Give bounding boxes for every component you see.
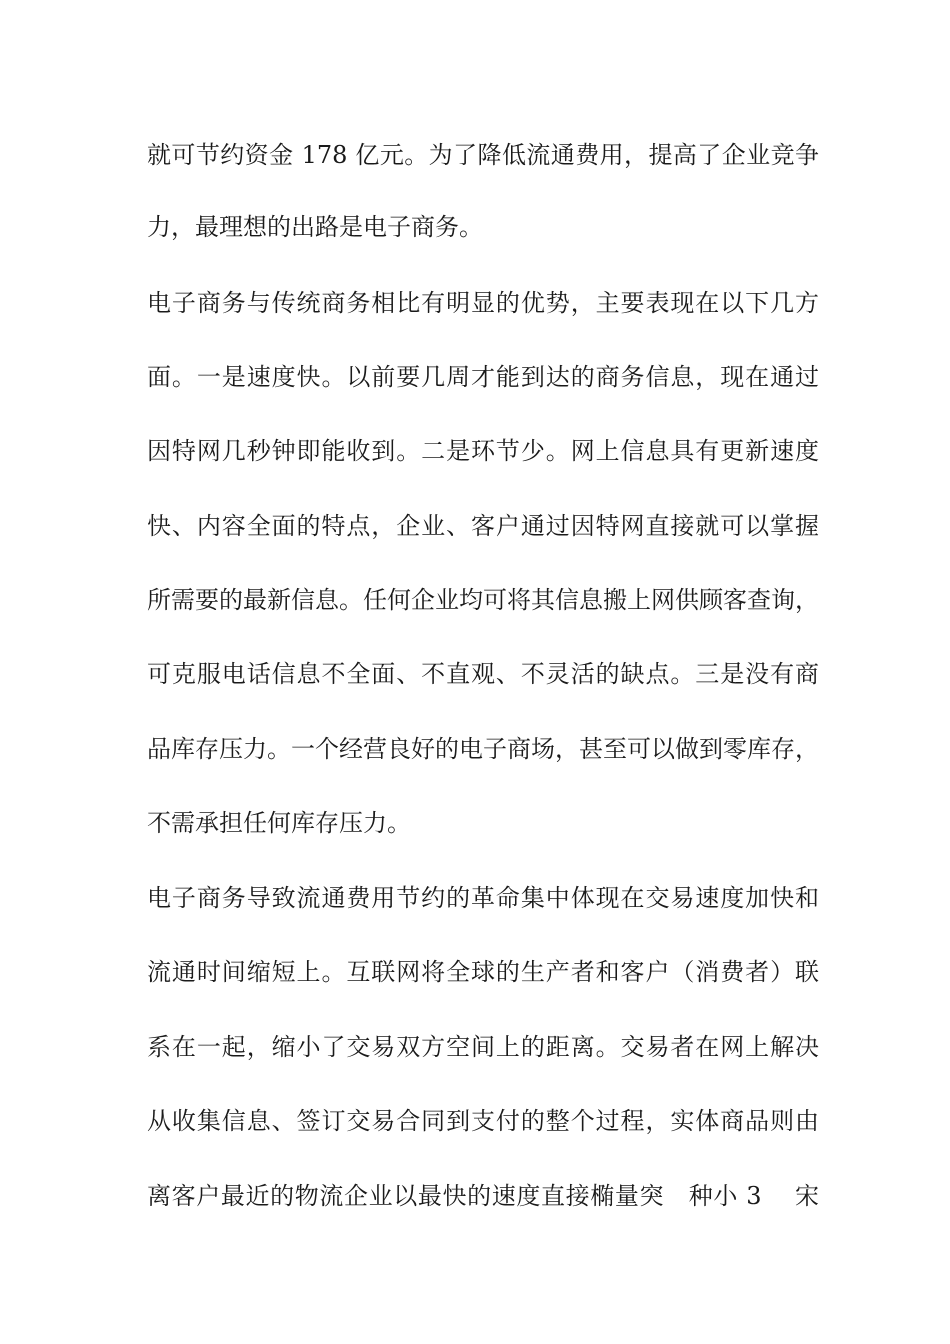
text-line: 流通时间缩短上。互联网将全球的生产者和客户（消费者）联	[147, 958, 819, 986]
text-line: 快、内容全面的特点，企业、客户通过因特网直接就可以掌握	[147, 512, 819, 540]
text-line: 电子商务导致流通费用节约的革命集中体现在交易速度加快和	[147, 884, 819, 912]
text-line: 就可节约资金 178 亿元。为了降低流通费用，提高了企业竞争	[147, 141, 819, 169]
text-line: 因特网几秒钟即能收到。二是环节少。网上信息具有更新速度	[147, 437, 819, 465]
text-line: 力，最理想的出路是电子商务。	[147, 213, 483, 241]
text-line: 离客户最近的物流企业以最快的速度直接椭量突 种小 3 宋	[147, 1182, 819, 1210]
text-line: 品库存压力。一个经营良好的电子商场，甚至可以做到零库存，	[147, 735, 819, 763]
text-line: 可克服电话信息不全面、不直观、不灵活的缺点。三是没有商	[147, 660, 819, 688]
text-line: 系在一起，缩小了交易双方空间上的距离。交易者在网上解决	[147, 1033, 819, 1061]
text-line: 电子商务与传统商务相比有明显的优势，主要表现在以下几方	[147, 289, 819, 317]
text-line: 面。一是速度快。以前要几周才能到达的商务信息，现在通过	[147, 363, 819, 391]
text-line: 不需承担任何库存压力。	[147, 809, 411, 837]
text-line: 从收集信息、签订交易合同到支付的整个过程，实体商品则由	[147, 1107, 819, 1135]
text-line: 所需要的最新信息。任何企业均可将其信息搬上网供顾客查询，	[147, 586, 819, 614]
